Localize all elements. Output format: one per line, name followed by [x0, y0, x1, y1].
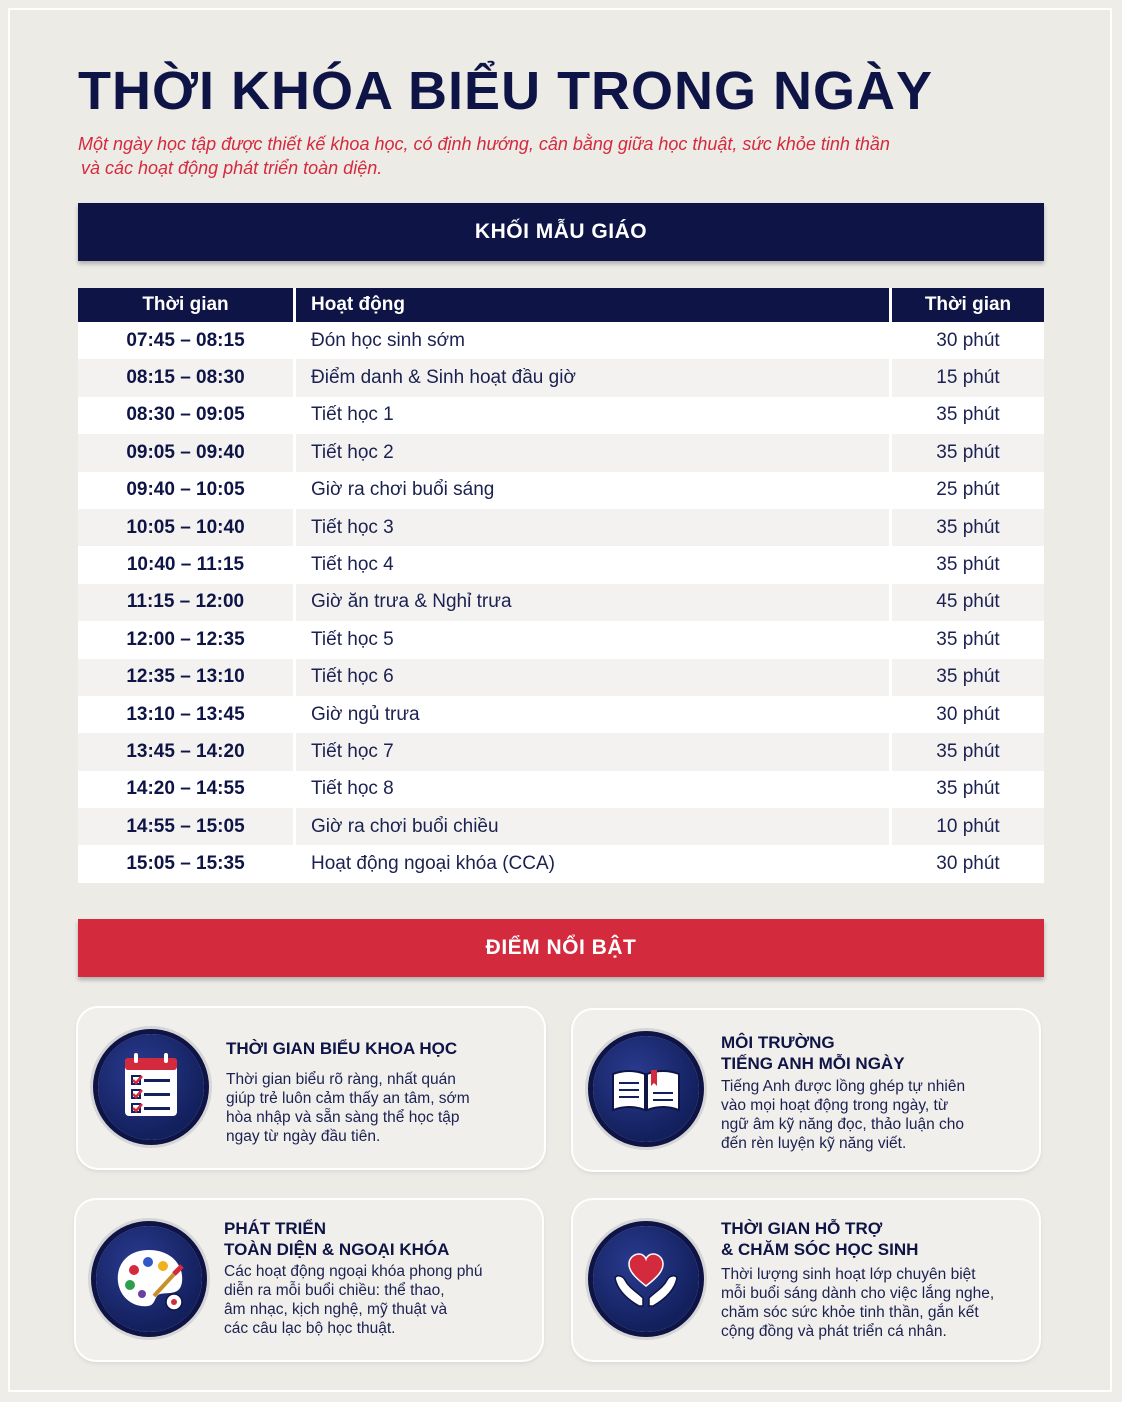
row-duration: 35 phút	[891, 397, 1045, 434]
row-activity: Tiết học 2	[295, 434, 891, 471]
row-activity: Tiết học 3	[295, 509, 891, 546]
subtitle-line-1: Một ngày học tập được thiết kế khoa học, có định hướng, cân bằng giữa học thuật, sức khỏe tinh thần	[78, 134, 890, 154]
row-activity: Tiết học 7	[295, 733, 891, 770]
table-row	[78, 509, 1044, 546]
heart-hands-icon	[593, 1226, 699, 1332]
art-palette-icon	[96, 1226, 202, 1332]
card-description: Tiếng Anh được lồng ghép tự nhiên vào mọi hoạt động trong ngày, từ ngữ âm kỹ năng đọc, thảo luận cho đến rèn luyện kỹ năng viết.	[721, 1078, 966, 1152]
row-duration: 35 phút	[891, 546, 1045, 583]
row-duration: 35 phút	[891, 509, 1045, 546]
row-activity: Giờ ngủ trưa	[295, 696, 891, 733]
row-activity: Tiết học 8	[295, 771, 891, 808]
column-header-activity: Hoạt động	[295, 288, 891, 322]
row-time: 07:45 – 08:15	[126, 329, 245, 351]
row-time: 12:35 – 13:10	[78, 659, 295, 696]
row-time: 08:15 – 08:30	[78, 359, 295, 396]
subtitle-line-2: và các hoạt động phát triển toàn diện.	[81, 158, 383, 178]
row-duration: 25 phút	[891, 472, 1045, 509]
row-time: 14:20 – 14:55	[126, 778, 245, 800]
schedule-table-body	[78, 322, 1044, 883]
row-time: 14:55 – 15:05	[78, 808, 295, 845]
highlight-card-student-care	[573, 1200, 1039, 1360]
highlight-card-schedule	[78, 1008, 544, 1168]
row-activity: Đón học sinh sớm	[295, 322, 891, 359]
table-row	[78, 659, 1044, 696]
row-activity: Tiết học 4	[295, 546, 891, 583]
row-duration: 35 phút	[891, 771, 1045, 808]
row-time: 09:05 – 09:40	[78, 434, 295, 471]
row-duration: 45 phút	[891, 584, 1045, 621]
row-duration: 35 phút	[891, 659, 1045, 696]
card-title: THỜI GIAN BIỂU KHOA HỌC	[226, 1039, 458, 1058]
table-row	[78, 621, 1044, 658]
row-time: 13:45 – 14:20	[78, 733, 295, 770]
row-time: 09:40 – 10:05	[126, 479, 245, 501]
card-title: THỜI GIAN HỖ TRỢ & CHĂM SÓC HỌC SINH	[721, 1219, 919, 1259]
table-row	[78, 359, 1044, 396]
card-title: MÔI TRƯỜNG TIẾNG ANH MỖI NGÀY	[721, 1033, 905, 1073]
page-subtitle	[78, 132, 998, 180]
table-row	[78, 546, 1044, 583]
table-row	[78, 771, 1044, 808]
open-book-icon	[593, 1036, 699, 1142]
row-activity: Điểm danh & Sinh hoạt đầu giờ	[295, 359, 891, 396]
table-row	[78, 397, 1044, 434]
row-time: 13:10 – 13:45	[126, 703, 245, 725]
table-header-row	[78, 288, 1044, 322]
calendar-checklist-icon	[98, 1034, 204, 1140]
card-title: PHÁT TRIỂN TOÀN DIỆN & NGOẠI KHÓA	[224, 1219, 450, 1259]
table-row	[78, 845, 1044, 882]
table-row	[78, 584, 1044, 621]
table-row	[78, 434, 1044, 471]
row-duration: 15 phút	[891, 359, 1045, 396]
row-time: 11:15 – 12:00	[78, 584, 295, 621]
highlight-card-english	[573, 1010, 1039, 1170]
row-time: 10:05 – 10:40	[78, 509, 295, 546]
row-duration: 35 phút	[891, 733, 1045, 770]
row-activity: Tiết học 1	[295, 397, 891, 434]
row-time: 15:05 – 15:35	[126, 853, 245, 875]
section-header-kindergarten: KHỐI MẪU GIÁO	[78, 203, 1044, 261]
row-activity: Tiết học 6	[295, 659, 891, 696]
table-row	[78, 696, 1044, 733]
table-row	[78, 472, 1044, 509]
row-time: 10:40 – 11:15	[126, 554, 245, 576]
highlight-card-extracurricular	[76, 1200, 542, 1360]
row-duration: 35 phút	[891, 434, 1045, 471]
row-duration: 10 phút	[891, 808, 1045, 845]
column-header-time: Thời gian	[78, 288, 295, 322]
card-description: Thời lượng sinh hoạt lớp chuyên biệt mỗi buổi sáng dành cho việc lắng nghe, chăm sóc sức khỏe tinh thần, gắn kết cộng đồng và phát triển cá nhân.	[721, 1266, 995, 1340]
row-duration: 30 phút	[891, 322, 1045, 359]
row-activity: Giờ ra chơi buổi sáng	[295, 472, 891, 509]
table-row	[78, 322, 1044, 359]
table-row	[78, 808, 1044, 845]
row-activity: Hoạt động ngoại khóa (CCA)	[295, 845, 891, 882]
row-duration: 30 phút	[891, 845, 1045, 882]
row-duration: 30 phút	[891, 696, 1045, 733]
card-description: Các hoạt động ngoại khóa phong phú diễn ra mỗi buổi chiều: thể thao, âm nhạc, kịch nghệ, mỹ thuật và các câu lạc bộ học thuật.	[224, 1263, 483, 1337]
row-activity: Giờ ăn trưa & Nghỉ trưa	[295, 584, 891, 621]
row-duration: 35 phút	[891, 621, 1045, 658]
row-time: 08:30 – 09:05	[126, 404, 245, 426]
card-description: Thời gian biểu rõ ràng, nhất quán giúp trẻ luôn cảm thấy an tâm, sớm hòa nhập và sẵn sàng thể học tập ngay từ ngày đầu tiên.	[226, 1071, 470, 1145]
schedule-table	[78, 288, 1044, 883]
table-row	[78, 733, 1044, 770]
row-time: 12:00 – 12:35	[126, 628, 245, 650]
row-activity: Giờ ra chơi buổi chiều	[295, 808, 891, 845]
column-header-duration: Thời gian	[891, 288, 1045, 322]
section-header-highlights: ĐIỂM NỔI BẬT	[78, 919, 1044, 977]
row-activity: Tiết học 5	[295, 621, 891, 658]
page-title: THỜI KHÓA BIỂU TRONG NGÀY	[78, 61, 934, 121]
